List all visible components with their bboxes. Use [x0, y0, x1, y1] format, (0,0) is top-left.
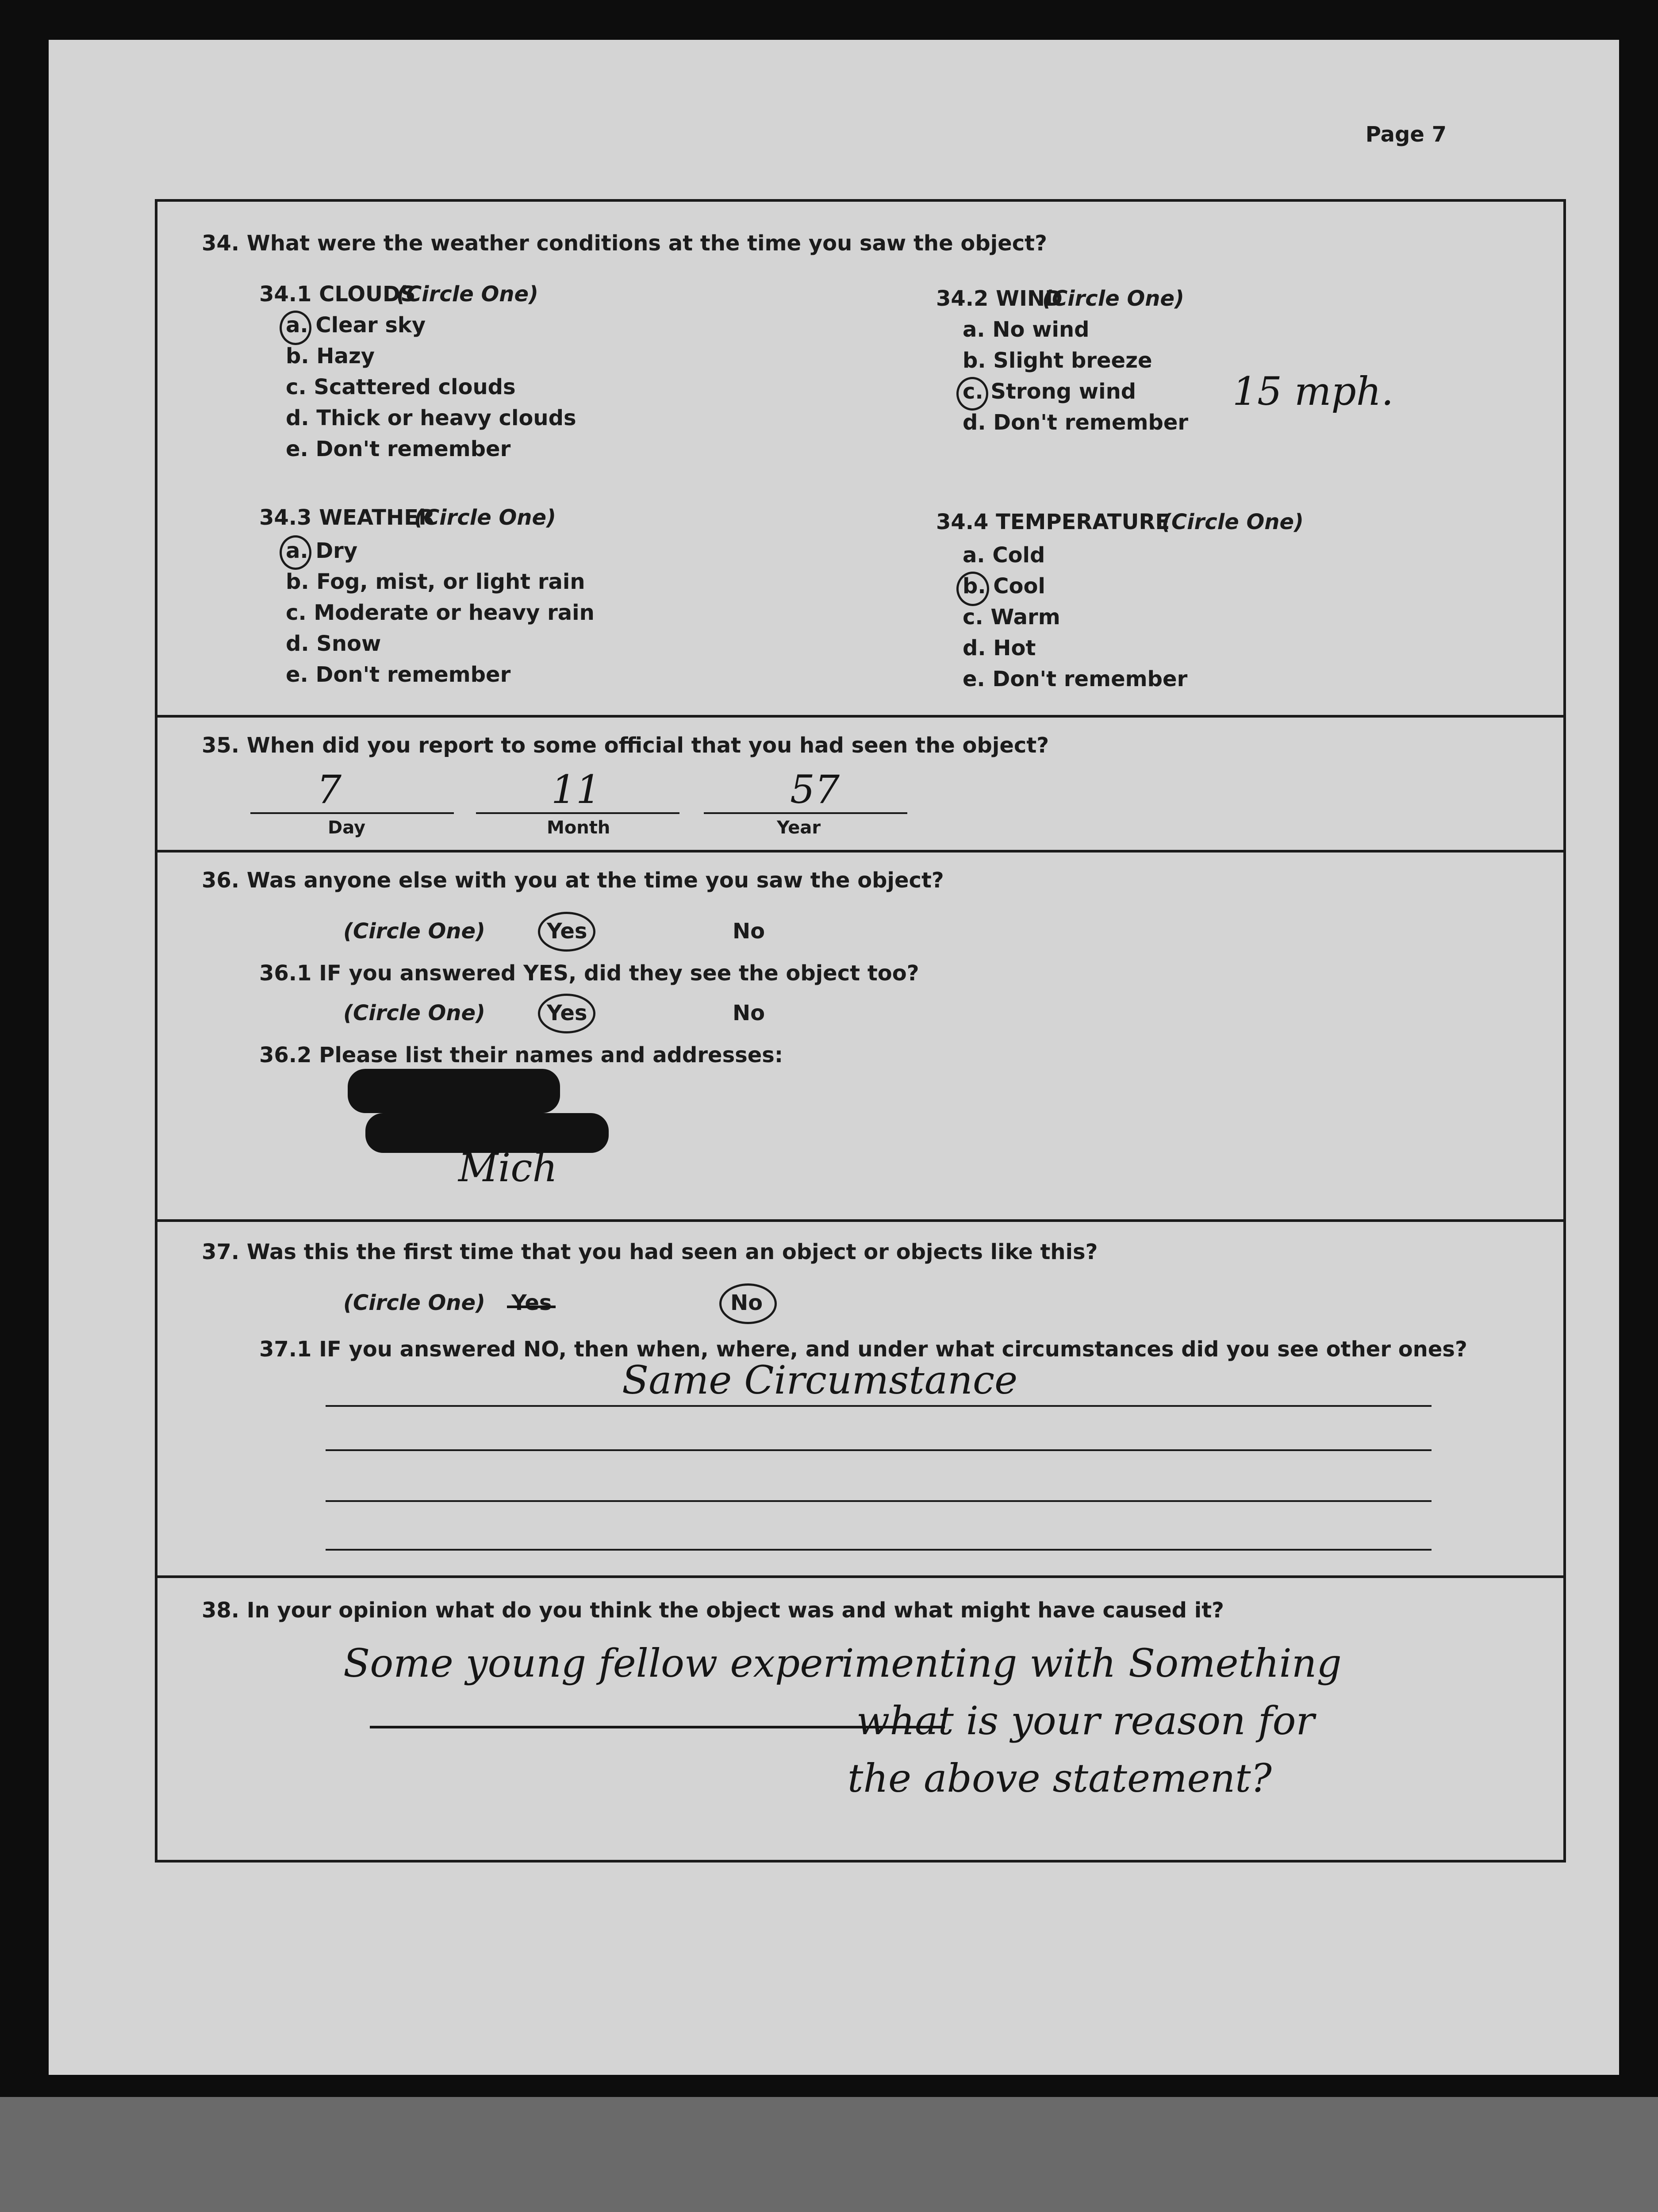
q34-question: 34. What were the weather conditions at the time you saw the object?	[202, 231, 1047, 256]
weather-title: 34.3 WEATHER	[259, 505, 435, 530]
clouds-option-d: d. Thick or heavy clouds	[286, 406, 576, 430]
weather-instruction: (Circle One)	[414, 505, 556, 530]
clouds-title: 34.1 CLOUDS	[259, 282, 416, 307]
strikethrough-mark	[507, 1306, 556, 1308]
q37-question: 37. Was this the first time that you had seen an object or objects like this?	[202, 1240, 1098, 1264]
month-line	[476, 812, 679, 814]
q36-yes: Yes	[547, 919, 587, 944]
report-day: 7	[317, 767, 342, 812]
section-divider	[157, 1219, 1563, 1222]
answer-circle	[280, 535, 311, 570]
q37-no: No	[730, 1290, 763, 1315]
q36-no: No	[733, 919, 765, 944]
clouds-option-c: c. Scattered clouds	[286, 375, 516, 399]
section-divider	[157, 1575, 1563, 1578]
weather-option-b: b. Fog, mist, or light rain	[286, 569, 585, 594]
wind-instruction: (Circle One)	[1042, 286, 1184, 311]
q361-no: No	[733, 1001, 765, 1025]
report-year: 57	[790, 767, 840, 812]
wind-option-b: b. Slight breeze	[963, 348, 1152, 373]
q35-question: 35. When did you report to some official that you had seen the object?	[202, 733, 1049, 758]
section-divider	[157, 715, 1563, 718]
answer-circle	[280, 311, 311, 345]
q371-answer: Same Circumstance	[622, 1357, 1018, 1403]
questionnaire-form	[155, 199, 1566, 1863]
section-divider	[157, 850, 1563, 853]
q38-followup-line1: what is your reason for	[856, 1698, 1315, 1743]
clouds-option-b: b. Hazy	[286, 344, 375, 369]
q36-circle-one: (Circle One)	[343, 919, 485, 944]
q38-question: 38. In your opinion what do you think the object was and what might have caused it?	[202, 1598, 1224, 1623]
wind-title: 34.2 WIND	[936, 286, 1063, 311]
temperature-option-a: a. Cold	[963, 543, 1045, 568]
temperature-instruction: (Circle One)	[1162, 510, 1304, 534]
temperature-option-b: b. Cool	[963, 574, 1045, 599]
q362-address: Mich	[458, 1145, 558, 1190]
q361-circle-one: (Circle One)	[343, 1001, 485, 1025]
q371-question: 37.1 IF you answered NO, then when, where, and under what circumstances did you see other ones?	[259, 1337, 1467, 1362]
wind-option-d: d. Don't remember	[963, 410, 1189, 435]
form-page	[49, 40, 1619, 2075]
weather-option-e: e. Don't remember	[286, 662, 511, 687]
year-line	[704, 812, 907, 814]
q37-circle-one: (Circle One)	[343, 1290, 485, 1315]
weather-option-c: c. Moderate or heavy rain	[286, 600, 595, 625]
q37-yes: Yes	[511, 1290, 552, 1315]
clouds-instruction: (Circle One)	[396, 282, 538, 307]
background-desk	[0, 2097, 1658, 2212]
wind-option-a: a. No wind	[963, 317, 1090, 342]
temperature-title: 34.4 TEMPERATURE	[936, 510, 1170, 534]
clouds-option-e: e. Don't remember	[286, 437, 511, 461]
q36-question: 36. Was anyone else with you at the time you saw the object?	[202, 868, 944, 893]
answer-circle	[956, 377, 988, 411]
answer-circle	[956, 572, 989, 606]
answer-line	[326, 1449, 1432, 1451]
answer-line	[326, 1405, 1432, 1407]
q362-question: 36.2 Please list their names and addresses:	[259, 1043, 783, 1068]
q361-question: 36.1 IF you answered YES, did they see the object too?	[259, 961, 919, 986]
q38-followup-line2: the above statement?	[848, 1755, 1272, 1801]
q361-yes: Yes	[547, 1001, 587, 1025]
answer-line	[326, 1549, 1432, 1551]
temperature-option-c: c. Warm	[963, 605, 1060, 630]
temperature-option-d: d. Hot	[963, 636, 1036, 661]
answer-circle	[719, 1283, 777, 1324]
year-label: Year	[777, 818, 821, 838]
answer-circle	[538, 994, 595, 1033]
report-month: 11	[551, 767, 601, 812]
clouds-option-a: a. Clear sky	[286, 313, 426, 338]
redaction-mark	[348, 1069, 560, 1113]
wind-option-c: c. Strong wind	[963, 379, 1136, 404]
q38-answer: Some young fellow experimenting with Something	[343, 1640, 1342, 1686]
day-line	[250, 812, 454, 814]
wind-speed-note: 15 mph.	[1232, 369, 1394, 414]
day-label: Day	[328, 818, 366, 838]
weather-option-a: a. Dry	[286, 538, 358, 563]
month-label: Month	[547, 818, 610, 838]
answer-line	[326, 1500, 1432, 1502]
page-number: Page 7	[1365, 122, 1447, 147]
weather-option-d: d. Snow	[286, 631, 381, 656]
answer-circle	[538, 912, 595, 952]
temperature-option-e: e. Don't remember	[963, 667, 1188, 691]
